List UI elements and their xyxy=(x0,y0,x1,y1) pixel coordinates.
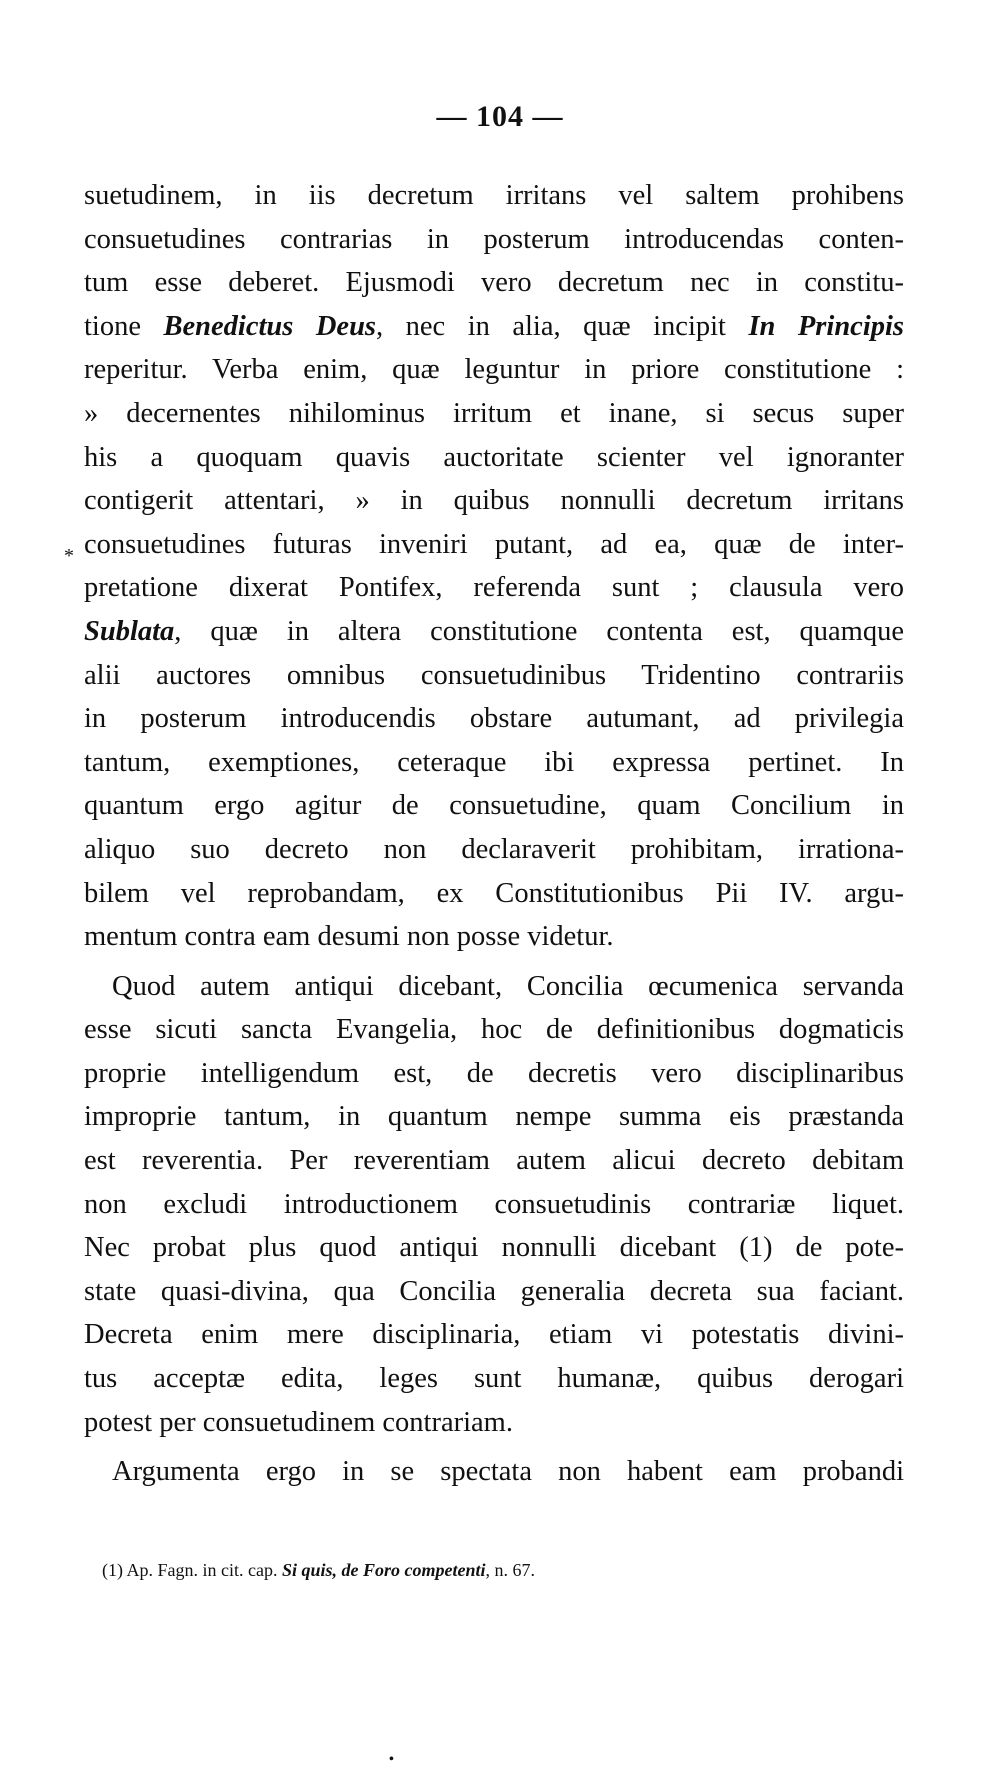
text-line: tione Benedictus Deus, nec in alia, quæ incipit In Principis xyxy=(84,310,904,342)
emphasis-text: Si quis, de Foro competenti xyxy=(281,1560,486,1580)
text-line: non excludi introductionem consuetudinis contrariæ liquet. xyxy=(84,1188,904,1220)
text-line: » decernentes nihilominus irritum et inane, si secus super xyxy=(84,397,904,429)
text-line: Nec probat plus quod antiqui nonnulli dicebant (1) de pote- xyxy=(84,1232,904,1264)
margin-mark: * xyxy=(64,545,74,567)
text-line: Decreta enim mere disciplinaria, etiam vi potestatis divini- xyxy=(84,1319,904,1351)
text-line: bilem vel reprobandam, ex Constitutionibus Pii IV. argu- xyxy=(84,877,904,909)
text-line: contigerit attentari, » in quibus nonnulli decretum irritans xyxy=(84,485,904,517)
text-line: potest per consuetudinem contrariam. xyxy=(84,1406,513,1438)
footnote: (1) Ap. Fagn. in cit. cap. Si quis, de Foro competenti, n. 67. xyxy=(102,1560,535,1580)
page-number: — 104 — xyxy=(436,100,564,133)
text-line: improprie tantum, in quantum nempe summa eis præstanda xyxy=(84,1101,904,1133)
text-line: Sublata, quæ in altera constitutione contenta est, quamque xyxy=(84,615,904,647)
text-line: proprie intelligendum est, de decretis vero disciplinaribus xyxy=(84,1057,904,1089)
text-line: esse sicuti sancta Evangelia, hoc de definitionibus dogmaticis xyxy=(84,1014,904,1046)
text-line: mentum contra eam desumi non posse videtur. xyxy=(84,921,614,953)
emphasis-text: Benedictus Deus xyxy=(163,310,377,342)
bottom-mark: • xyxy=(389,1752,394,1767)
text-line: reperitur. Verba enim, quæ leguntur in priore constitutione : xyxy=(84,354,904,386)
text-line: Quod autem antiqui dicebant, Concilia œcumenica servanda xyxy=(112,970,904,1002)
body-text xyxy=(84,174,904,1494)
emphasis-text: Sublata xyxy=(84,615,175,647)
text-line: consuetudines futuras inveniri putant, ad ea, quæ de inter- xyxy=(84,528,904,560)
text-line: state quasi-divina, qua Concilia generalia decreta sua faciant. xyxy=(84,1275,904,1307)
text-line: Argumenta ergo in se spectata non habent eam probandi xyxy=(112,1456,904,1488)
text-line: alii auctores omnibus consuetudinibus Tridentino contrariis xyxy=(84,659,904,691)
text-line: quantum ergo agitur de consuetudine, quam Concilium in xyxy=(84,790,904,822)
emphasis-text: In Principis xyxy=(748,310,904,342)
text-line: consuetudines contrarias in posterum introducendas conten- xyxy=(84,223,904,255)
text-line: in posterum introducendis obstare autumant, ad privilegia xyxy=(84,703,904,735)
text-line: tum esse deberet. Ejusmodi vero decretum nec in constitu- xyxy=(84,267,904,299)
text-line: tus acceptæ edita, leges sunt humanæ, quibus derogari xyxy=(84,1363,904,1395)
text-line: tantum, exemptiones, ceteraque ibi expressa pertinet. In xyxy=(84,746,904,778)
text-line: pretatione dixerat Pontifex, referenda sunt ; clausula vero xyxy=(84,572,904,604)
text-line: aliquo suo decreto non declaraverit prohibitam, irrationa- xyxy=(84,833,904,865)
text-line: est reverentia. Per reverentiam autem alicui decreto debitam xyxy=(84,1145,904,1177)
text-line: suetudinem, in iis decretum irritans vel saltem prohibens xyxy=(84,180,904,211)
text-line: his a quoquam quavis auctoritate scienter vel ignoranter xyxy=(84,441,904,473)
